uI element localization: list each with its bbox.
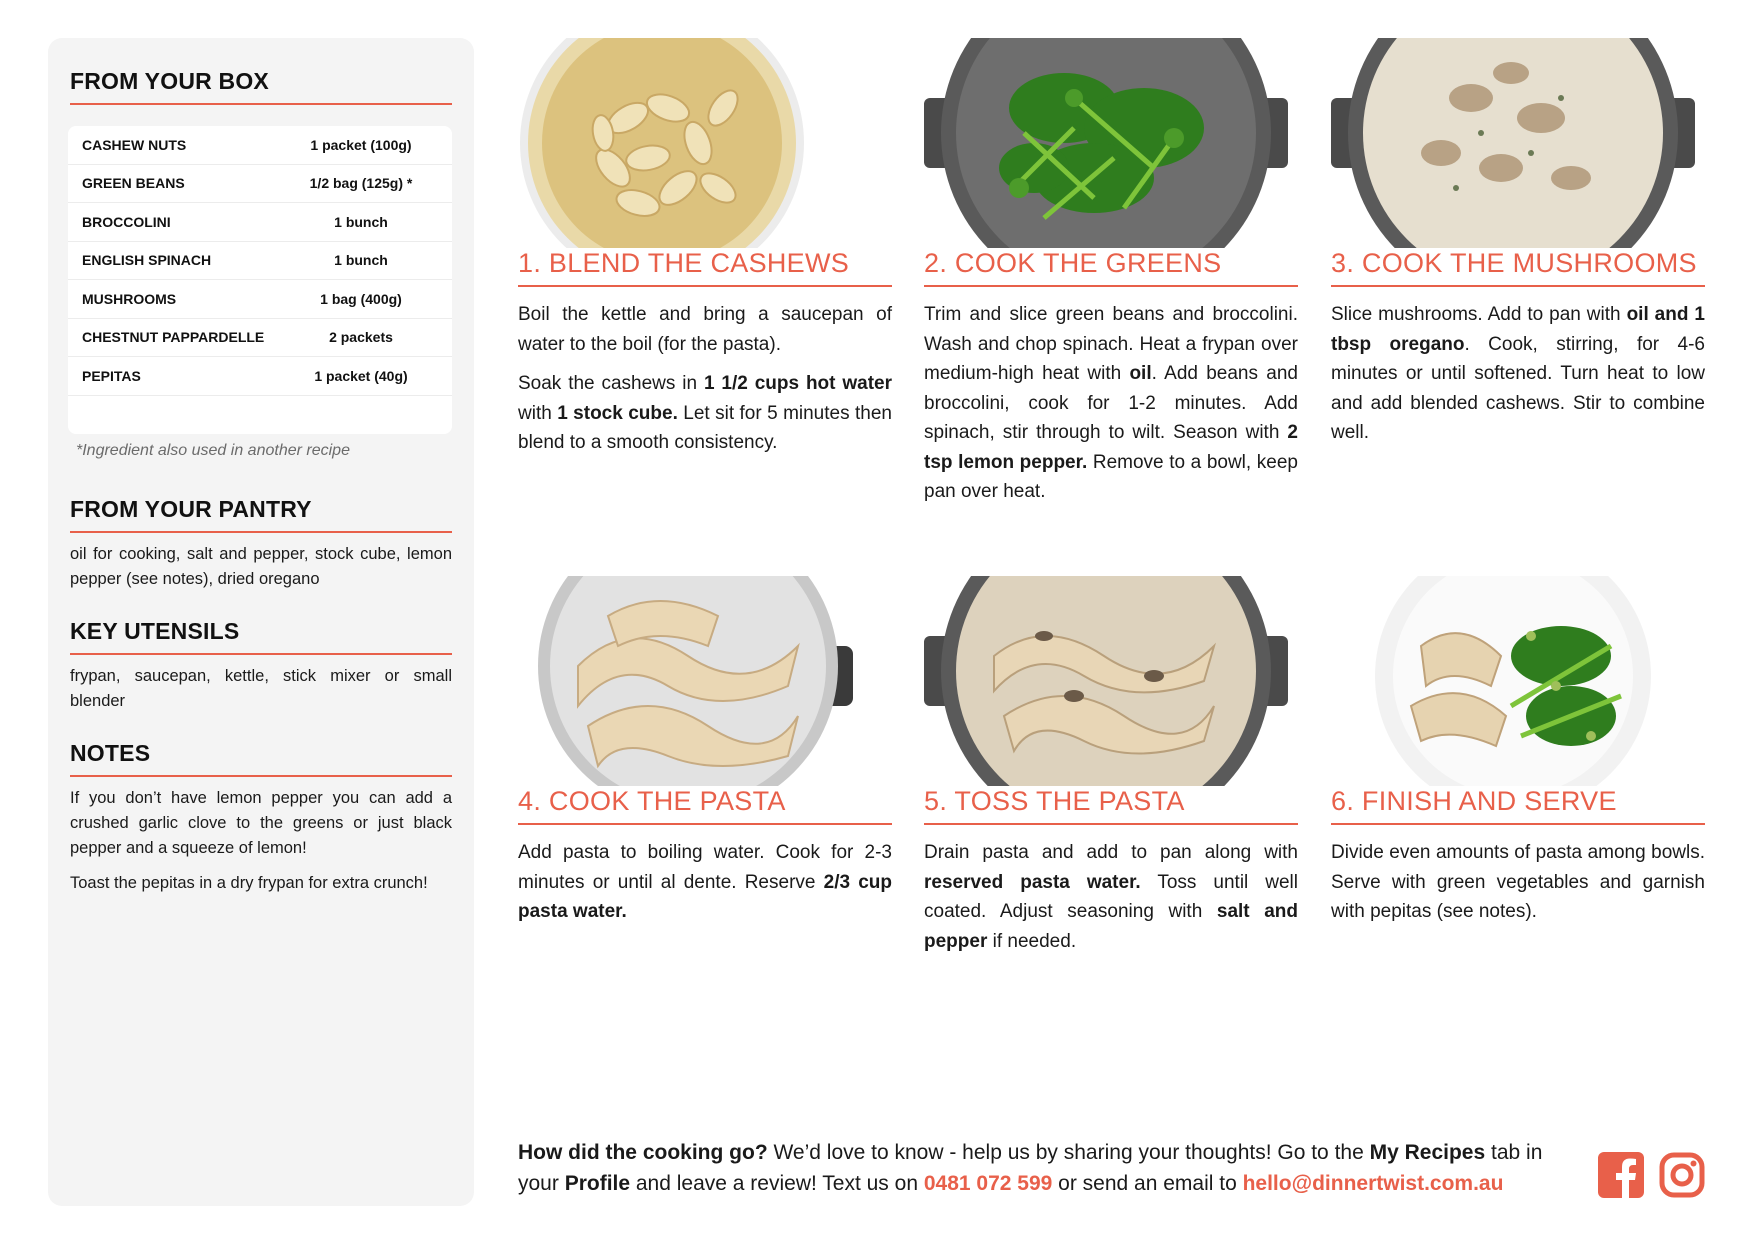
key-utensils-title: KEY UTENSILS	[70, 618, 452, 655]
ingredient-name: PEPITAS	[82, 367, 141, 384]
step-text	[924, 300, 1298, 517]
tossing-pasta-photo	[924, 576, 1288, 786]
ingredient-quantity: 1 bunch	[334, 213, 388, 230]
from-your-pantry-title: FROM YOUR PANTRY	[70, 496, 452, 533]
pantry-text: oil for cooking, salt and pepper, stock cube, lemon pepper (see notes), dried oregano	[70, 545, 452, 588]
note-paragraph: If you don’t have lemon pepper you can add a crushed garlic clove to the greens or just black pepper and a squeeze of lemon!	[70, 789, 452, 857]
ingredient-quantity: 1 packet (100g)	[310, 136, 412, 153]
notes-title: NOTES	[70, 740, 452, 777]
step-text	[924, 838, 1298, 966]
note-paragraph: Toast the pepitas in a dry frypan for extra crunch!	[70, 874, 428, 892]
ingredient-row	[68, 242, 452, 281]
ingredient-row	[68, 280, 452, 319]
utensils-text: frypan, saucepan, kettle, stick mixer or small blender	[70, 667, 452, 710]
step-paragraph: Boil the kettle and bring a saucepan of water to the boil (for the pasta).	[518, 304, 892, 355]
ingredient-row	[68, 319, 452, 358]
ingredient-name: CHESTNUT PAPPARDELLE	[82, 329, 265, 346]
ingredient-row	[68, 203, 452, 242]
step-title: 3. COOK THE MUSHROOMS	[1331, 248, 1705, 287]
step-title: 2. COOK THE GREENS	[924, 248, 1298, 287]
ingredient-quantity: 1 bag (400g)	[320, 290, 402, 307]
ingredient-name: BROCCOLINI	[82, 213, 171, 230]
step-text	[518, 300, 892, 468]
step-paragraph: Slice mushrooms. Add to pan with oil and 1 tbsp oregano. Cook, stirring, for 4-6 minutes or until softened. Turn heat to low and add blended cashews. Stir to combine well.	[1331, 304, 1705, 443]
step-text	[1331, 300, 1705, 458]
ingredients-sidebar	[48, 38, 474, 1206]
ingredients-table	[68, 126, 452, 434]
phone-link[interactable]: 0481 072 599	[923, 1172, 1053, 1195]
step-title: 5. TOSS THE PASTA	[924, 786, 1298, 825]
finished-dish-photo	[1331, 576, 1695, 786]
ingredient-quantity: 2 packets	[329, 329, 393, 346]
ingredient-quantity: 1 bunch	[334, 252, 388, 269]
step-title: 4. COOK THE PASTA	[518, 786, 892, 825]
facebook-icon[interactable]	[1598, 1152, 1644, 1198]
cashews-soaking-photo	[518, 38, 882, 248]
instagram-icon[interactable]	[1659, 1152, 1705, 1198]
step-text	[1331, 838, 1705, 937]
step-paragraph: Trim and slice green beans and broccolini. Wash and chop spinach. Heat a frypan over medium-high heat with oil. Add beans and broccolini, cook for 1-2 minutes. Add spinach, stir through to wilt. Season with 2 tsp lemon pepper. Remove to a bowl, keep pan over heat.	[924, 304, 1298, 502]
step-paragraph: Divide even amounts of pasta among bowls. Serve with green vegetables and garnish with pepitas (see notes).	[1331, 842, 1705, 922]
ingredients-table-footer	[68, 396, 452, 434]
ingredient-name: CASHEW NUTS	[82, 136, 187, 153]
email-link[interactable]: hello@dinnertwist.com.au	[1242, 1172, 1504, 1195]
step-text	[518, 838, 892, 937]
mushroom-sauce-photo	[1331, 38, 1695, 248]
ingredient-note: *Ingredient also used in another recipe	[76, 442, 350, 459]
from-your-box-title: FROM YOUR BOX	[70, 68, 452, 105]
cooking-pasta-photo	[518, 576, 882, 786]
notes-text	[70, 786, 452, 906]
ingredient-name: GREEN BEANS	[82, 175, 185, 192]
feedback-footer: How did the cooking go? We’d love to know - help us by sharing your thoughts! Go to the My Recipes tab in your Profile and leave a review! Text us on 0481 072 599 or send an email to hello@dinnertwist.com.au	[518, 1141, 1543, 1195]
ingredient-row	[68, 126, 452, 165]
ingredient-quantity: 1/2 bag (125g) *	[309, 175, 413, 192]
cooking-greens-photo	[924, 38, 1288, 248]
step-paragraph: Soak the cashews in 1 1/2 cups hot water with 1 stock cube. Let sit for 5 minutes then blend to a smooth consistency.	[518, 373, 892, 453]
step-paragraph: Drain pasta and add to pan along with reserved pasta water. Toss until well coated. Adjust seasoning with salt and pepper if needed.	[924, 842, 1298, 952]
ingredient-name: MUSHROOMS	[82, 290, 177, 307]
ingredient-row	[68, 165, 452, 204]
ingredient-row	[68, 357, 452, 396]
step-title: 6. FINISH AND SERVE	[1331, 786, 1705, 825]
step-paragraph: Add pasta to boiling water. Cook for 2-3 minutes or until al dente. Reserve 2/3 cup pasta water.	[518, 842, 892, 922]
ingredient-name: ENGLISH SPINACH	[82, 252, 212, 269]
step-title: 1. BLEND THE CASHEWS	[518, 248, 892, 287]
ingredient-quantity: 1 packet (40g)	[314, 367, 408, 384]
